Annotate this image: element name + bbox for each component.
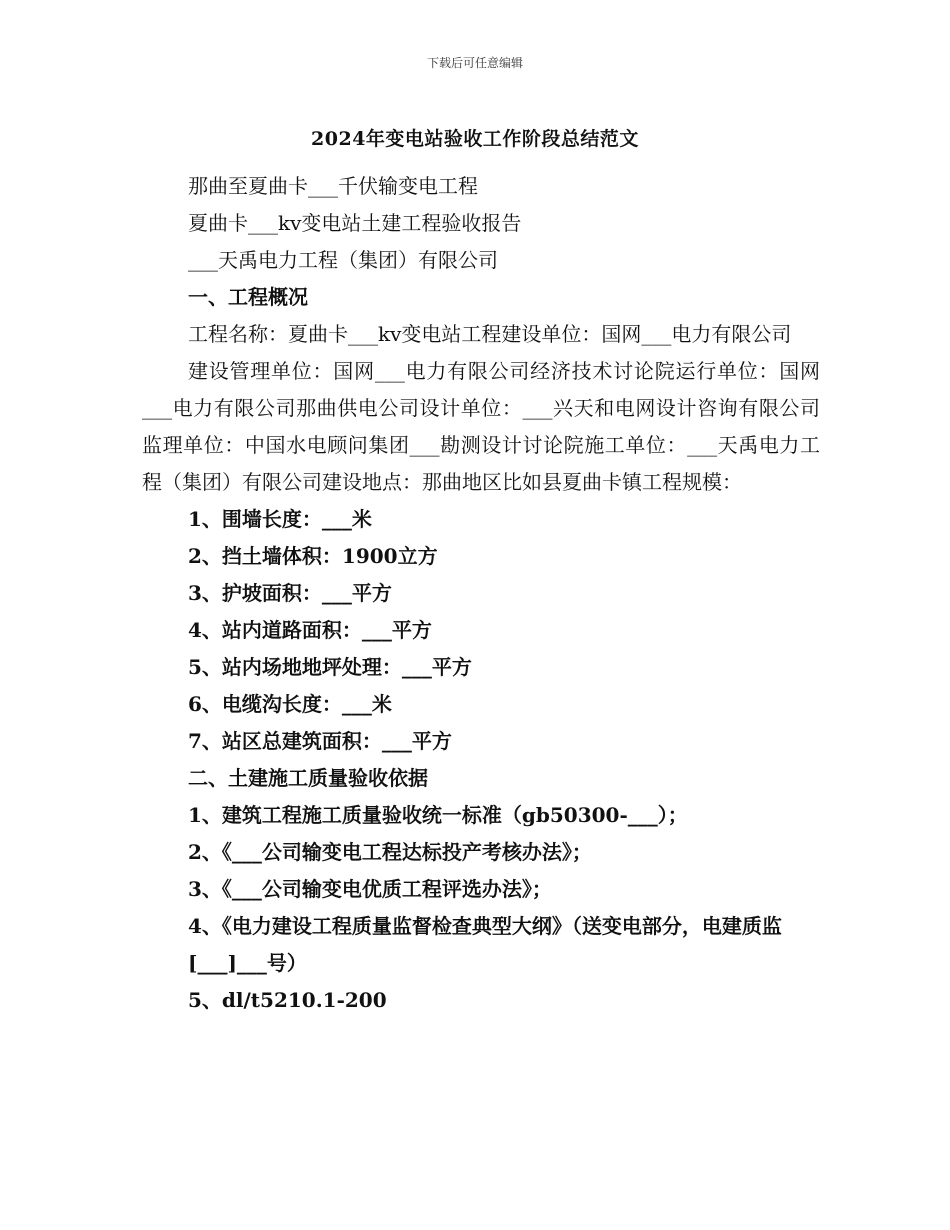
intro-line-project: 那曲至夏曲卡___千伏输变电工程	[188, 174, 478, 198]
basis-item: 5、dl/t5210.1-200	[188, 988, 387, 1012]
intro-line-company: ___天禹电力工程（集团）有限公司	[188, 248, 498, 272]
scale-item: 7、站区总建筑面积：___平方	[188, 729, 452, 753]
basis-item: 1、建筑工程施工质量验收统一标准（gb50300-___）；	[188, 803, 688, 827]
basis-item: 4、《电力建设工程质量监督检查典型大纲》（送变电部分，电建质监[___]___号）	[188, 914, 782, 975]
units-paragraph: 建设管理单位：国网___电力有限公司经济技术讨论院运行单位：国网___电力有限公司那曲供电公司设计单位：___兴天和电网设计咨询有限公司监理单位：中国水电顾问集团___勘测设计讨论院施工单位：___天禹电力工程（集团）有限公司建设地点：那曲地区比如县夏曲卡镇工程规模：	[142, 359, 820, 494]
project-name-paragraph: 工程名称：夏曲卡___kv变电站工程建设单位：国网___电力有限公司	[188, 322, 792, 346]
basis-item: 2、《___公司输变电工程达标投产考核办法》；	[188, 840, 592, 864]
intro-line-report: 夏曲卡___kv变电站土建工程验收报告	[188, 211, 522, 235]
scale-item: 2、挡土墙体积：1900立方	[188, 544, 438, 568]
section-heading-basis: 二、土建施工质量验收依据	[188, 766, 428, 790]
basis-item: 3、《___公司输变电优质工程评选办法》；	[188, 877, 552, 901]
scale-item: 3、护坡面积：___平方	[188, 581, 392, 605]
section-heading-overview: 一、工程概况	[188, 285, 308, 309]
document-body	[142, 168, 820, 1019]
page-header-note: 下载后可任意编辑	[426, 56, 523, 70]
scale-item: 1、围墙长度：___米	[188, 507, 372, 531]
scale-item: 5、站内场地地坪处理：___平方	[188, 655, 472, 679]
scale-item: 4、站内道路面积：___平方	[188, 618, 432, 642]
scale-item: 6、电缆沟长度：___米	[188, 692, 392, 716]
document-title: 2024年变电站验收工作阶段总结范文	[311, 128, 639, 150]
